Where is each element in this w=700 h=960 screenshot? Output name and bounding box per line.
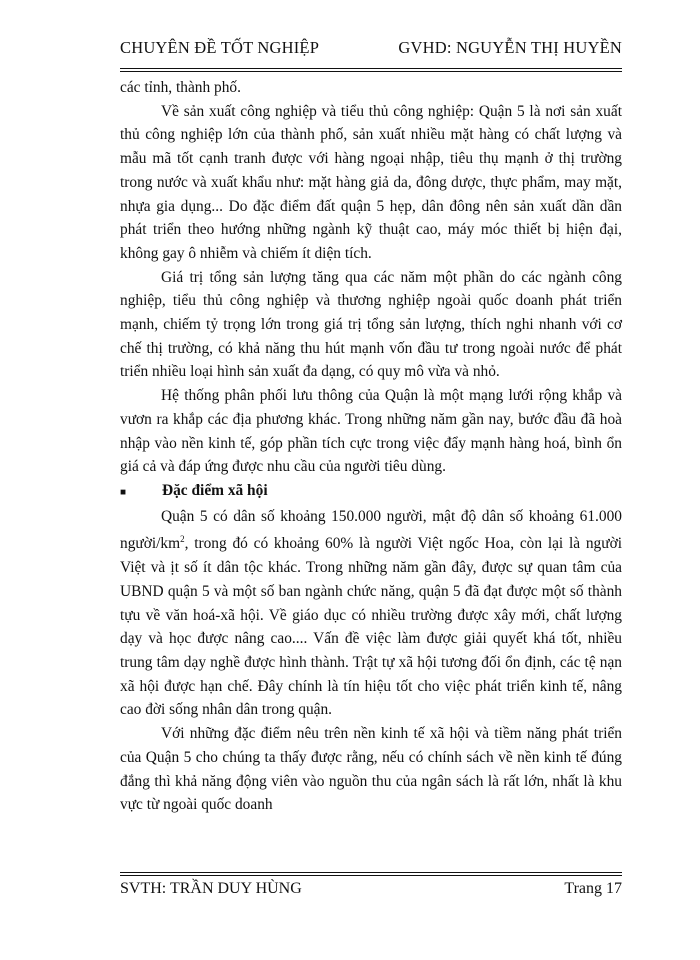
footer-student: SVTH: TRẦN DUY HÙNG (120, 880, 302, 897)
document-body (120, 76, 622, 817)
superscript-exponent: 2 (180, 534, 185, 545)
paragraph-society-part1: Quận 5 có dân số khoảng 150.000 người, mật độ dân số khoảng 61.000 người/km (120, 507, 622, 553)
header-title: CHUYÊN ĐỀ TỐT NGHIỆP (120, 38, 320, 57)
paragraph-industry: Về sản xuất công nghiệp và tiểu thủ công nghiệp: Quận 5 là nơi sản xuất thủ công nghiệp lớn của thành phố, sản xuất nhiều mặt hàng có chất lượng và mẫu mã tốt cạnh tranh được với hàng ngoại nhập, tiêu thụ mạnh ở thị trường trong nước và xuất khẩu như: mặt hàng giả da, đông dược, thực phẩm, may mặt, nhựa gia dụng... Do đặc điểm đất quận 5 hẹp, dân đông nên sản xuất dần dần phát triển theo hướng những ngành kỹ thuật cao, máy móc thiết bị hiện đại, không gay ô nhiễm và chiếm ít diện tích. (120, 102, 622, 262)
paragraph-output-value: Giá trị tổng sản lượng tăng qua các năm một phần do các ngành công nghiệp, tiểu thủ công nghiệp và thương nghiệp ngoài quốc doanh phát triển mạnh, chiếm tỷ trọng lớn trong giá trị tổng sản lượng, thích nghi nhanh với cơ chế thị trường, có khả năng thu hút mạnh vốn đầu tư trong ngoài nước để phát triển nhiều loại hình sản xuất đa dạng, có quy mô vừa và nhỏ. (120, 268, 622, 381)
paragraph-society-part2: , trong đó có khoảng 60% là người Việt ngốc Hoa, còn lại là người Việt và ịt số ít dân tộc khác. Trong những năm gần đây, được sự quan tâm của UBND quận 5 và một số ban ngành chức năng, quận 5 đã đạt được một số thành tựu về văn hoá-xã hội. Về giáo dục có nhiều trường được xây mới, chất lượng dạy và học được nâng cao.... Vấn đề việc làm được giải quyết khá tốt, nhiều trung tâm dạy nghề được hình thành. Trật tự xã hội tương đối ổn định, các tệ nạn xã hội được hạn chế. Đây chính là tín hiệu tốt cho việc phát triển kinh tế, nâng cao đời sống nhân dân trong quận. (120, 535, 622, 719)
footer-divider (120, 872, 622, 876)
paragraph-society (120, 505, 622, 722)
page-number: Trang 17 (564, 880, 622, 897)
section-heading-text: Đặc điểm xã hội (162, 481, 268, 499)
paragraph-continuation: các tỉnh, thành phố. (120, 79, 241, 96)
paragraph-distribution: Hệ thống phân phối lưu thông của Quận là một mạng lưới rộng khắp và vươn ra khắp các địa phương khác. Trong những năm gần nay, bước đầu đã hoà nhập vào nền kinh tế, góp phần tích cực trong việc đẩy mạnh hàng hoá, bình ổn giá cả và đáp ứng được nhu cầu của người tiêu dùng. (120, 387, 622, 476)
section-heading (120, 479, 622, 505)
header-advisor: GVHD: NGUYỄN THỊ HUYỀN (398, 38, 622, 57)
header-divider (120, 68, 622, 72)
paragraph-conclusion: Với những đặc điểm nêu trên nền kinh tế xã hội và tiềm năng phát triển của Quận 5 cho chúng ta thấy được rằng, nếu có chính sách về nền kinh tế đúng đắng thì khả năng động viên vào nguồn thu của ngân sách là rất lớn, nhất là khu vực từ ngoài quốc doanh (120, 725, 622, 814)
bullet-square-icon: ■ (120, 486, 127, 498)
